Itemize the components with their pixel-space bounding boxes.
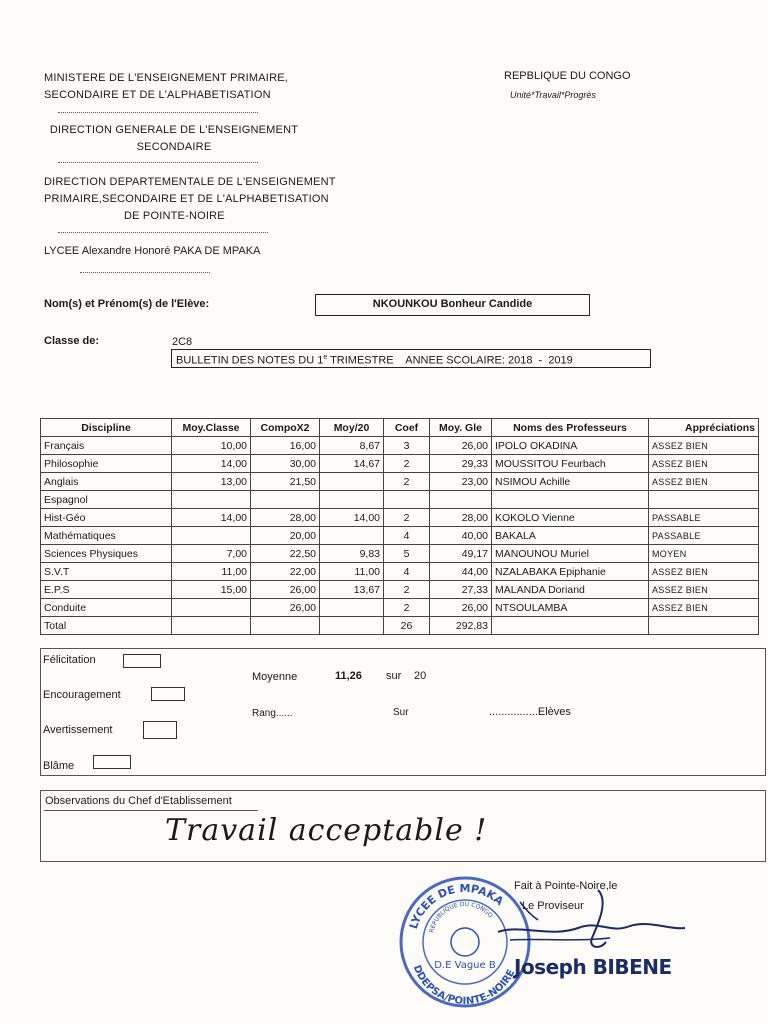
cell-appreciation: ASSEZ BIEN — [649, 581, 759, 599]
table-row — [41, 473, 759, 491]
cell-appreciation: ASSEZ BIEN — [649, 563, 759, 581]
moyenne-value: 11,26 — [335, 670, 362, 682]
cell-professeur: MALANDA Doriand — [492, 581, 649, 599]
cell-appreciation — [649, 617, 759, 635]
cell-moy-classe — [172, 527, 251, 545]
cell-appreciation: ASSEZ BIEN — [649, 599, 759, 617]
blame-label: Blâme — [43, 760, 75, 772]
bulletin-title-sup: e — [323, 354, 328, 361]
stamp-inner-text: REPUBLIQUE DU CONGO — [428, 900, 494, 934]
cell-moy-gle: 292,83 — [430, 617, 492, 635]
cell-professeur — [492, 617, 649, 635]
cell-discipline: Sciences Physiques — [41, 545, 172, 563]
eleves-label: ................Elèves — [489, 706, 571, 718]
cell-moy-gle: 29,33 — [430, 455, 492, 473]
cell-coef: 26 — [384, 617, 430, 635]
cell-compo — [251, 617, 320, 635]
student-name: NKOUNKOU Bonheur Candide — [372, 298, 533, 310]
dg-line-2: SECONDAIRE — [136, 141, 212, 153]
col-header-discipline: Discipline — [41, 419, 172, 437]
separator — [58, 112, 258, 114]
cell-professeur: MOUSSITOU Feurbach — [492, 455, 649, 473]
cell-moy-classe: 10,00 — [172, 437, 251, 455]
direction-generale-block — [44, 122, 304, 156]
stamp-bottom-text: DDEPSA/POINTE-NOIRE — [410, 963, 518, 1008]
cell-moy-gle: 26,00 — [430, 437, 492, 455]
cell-professeur: BAKALA — [492, 527, 649, 545]
cell-moy-classe — [172, 617, 251, 635]
col-header-professeurs: Noms des Professeurs — [492, 419, 649, 437]
cell-moy-classe — [172, 599, 251, 617]
cell-compo: 26,00 — [251, 599, 320, 617]
cell-coef — [384, 491, 430, 509]
separator — [58, 162, 258, 164]
cell-compo: 16,00 — [251, 437, 320, 455]
table-row — [41, 581, 759, 599]
cell-moy20 — [320, 599, 384, 617]
cell-moy20: 8,67 — [320, 437, 384, 455]
ministry-line-1: MINISTERE DE L'ENSEIGNEMENT PRIMAIRE, — [44, 72, 289, 84]
col-header-appreciations: Appréciations — [649, 419, 759, 437]
stamp-center-text: D.E Vague B — [434, 960, 496, 971]
ministry-line-2: SECONDAIRE ET DE L'ALPHABETISATION — [44, 89, 271, 101]
cell-appreciation: PASSABLE — [649, 509, 759, 527]
cell-compo: 22,00 — [251, 563, 320, 581]
student-name-label: Nom(s) et Prénom(s) de l'Elève: — [44, 298, 210, 310]
grades-table — [40, 418, 759, 635]
cell-appreciation: PASSABLE — [649, 527, 759, 545]
moyenne-label: Moyenne — [252, 671, 298, 683]
separator — [58, 232, 268, 234]
cell-moy20: 13,67 — [320, 581, 384, 599]
col-header-moy-classe: Moy.Classe — [172, 419, 251, 437]
stamp-emblem-icon — [451, 928, 479, 956]
table-row — [41, 455, 759, 473]
cell-moy-gle: 26,00 — [430, 599, 492, 617]
cell-moy20: 14,00 — [320, 509, 384, 527]
cell-moy-gle: 23,00 — [430, 473, 492, 491]
cell-appreciation: ASSEZ BIEN — [649, 437, 759, 455]
grades-body — [41, 437, 759, 635]
felicitation-label: Félicitation — [43, 654, 96, 666]
student-name-box — [315, 294, 590, 316]
school-name: LYCEE Alexandre Honoré PAKA DE MPAKA — [44, 245, 261, 257]
avertissement-label: Avertissement — [43, 724, 113, 736]
table-row — [41, 599, 759, 617]
proviseur-label: Le Proviseur — [522, 900, 584, 912]
cell-moy20 — [320, 473, 384, 491]
cell-compo: 20,00 — [251, 527, 320, 545]
cell-moy-gle: 28,00 — [430, 509, 492, 527]
sur-value: 20 — [414, 670, 427, 682]
cell-moy20: 9,83 — [320, 545, 384, 563]
table-row — [41, 509, 759, 527]
place-date-label: Fait à Pointe-Noire,le — [514, 880, 618, 892]
handwritten-signature — [480, 880, 690, 960]
cell-coef: 2 — [384, 599, 430, 617]
dd-line-2: PRIMAIRE,SECONDAIRE ET DE L'ALPHABETISATION — [44, 193, 329, 205]
motto: Unité*Travail*Progrès — [510, 90, 596, 100]
cell-moy-gle: 49,17 — [430, 545, 492, 563]
cell-professeur: MANOUNOU Muriel — [492, 545, 649, 563]
cell-professeur — [492, 491, 649, 509]
encouragement-checkbox[interactable] — [151, 687, 185, 701]
cell-discipline: S.V.T — [41, 563, 172, 581]
cell-moy20: 14,67 — [320, 455, 384, 473]
cell-coef: 3 — [384, 437, 430, 455]
table-header-row — [41, 419, 759, 437]
cell-discipline: Hist-Géo — [41, 509, 172, 527]
cell-discipline: Philosophie — [41, 455, 172, 473]
col-header-compo: CompoX2 — [251, 419, 320, 437]
cell-professeur: KOKOLO Vienne — [492, 509, 649, 527]
cell-moy-classe: 14,00 — [172, 509, 251, 527]
cell-compo: 21,50 — [251, 473, 320, 491]
bulletin-title-suffix: TRIMESTRE ANNEE SCOLAIRE: 2018 - 2019 — [327, 354, 573, 367]
observations-label-underline — [44, 810, 258, 811]
cell-professeur: IPOLO OKADINA — [492, 437, 649, 455]
cell-coef: 2 — [384, 581, 430, 599]
summary-panel — [40, 648, 766, 776]
observations-handwritten-text: Travail acceptable ! — [165, 813, 488, 848]
blame-checkbox[interactable] — [93, 755, 131, 769]
observations-label: Observations du Chef d'Etablissement — [45, 795, 232, 807]
cell-coef: 2 — [384, 455, 430, 473]
cell-coef: 4 — [384, 563, 430, 581]
sur2-label: Sur — [393, 707, 409, 718]
cell-moy-classe: 7,00 — [172, 545, 251, 563]
cell-appreciation: ASSEZ BIEN — [649, 473, 759, 491]
cell-compo: 26,00 — [251, 581, 320, 599]
stamp-top-text: LYCEE DE MPAKA — [406, 882, 506, 931]
table-row — [41, 617, 759, 635]
col-header-moy20: Moy/20 — [320, 419, 384, 437]
cell-discipline: Anglais — [41, 473, 172, 491]
cell-professeur: NZALABAKA Epiphanie — [492, 563, 649, 581]
cell-moy-classe: 14,00 — [172, 455, 251, 473]
cell-moy-classe: 13,00 — [172, 473, 251, 491]
cell-moy-gle: 27,33 — [430, 581, 492, 599]
cell-coef: 2 — [384, 473, 430, 491]
cell-discipline: Total — [41, 617, 172, 635]
cell-appreciation: MOYEN — [649, 545, 759, 563]
cell-coef: 4 — [384, 527, 430, 545]
table-row — [41, 545, 759, 563]
cell-moy-classe: 15,00 — [172, 581, 251, 599]
cell-moy-gle — [430, 491, 492, 509]
cell-discipline: E.P.S — [41, 581, 172, 599]
cell-coef: 5 — [384, 545, 430, 563]
class-label: Classe de: — [44, 335, 100, 347]
direction-departementale-block — [44, 174, 336, 225]
table-row — [41, 437, 759, 455]
cell-discipline: Conduite — [41, 599, 172, 617]
avertissement-checkbox[interactable] — [143, 721, 177, 739]
table-row — [41, 491, 759, 509]
dd-line-1: DIRECTION DEPARTEMENTALE DE L'ENSEIGNEMENT — [44, 176, 336, 188]
cell-discipline: Espagnol — [41, 491, 172, 509]
rang-label: Rang...... — [252, 708, 293, 719]
cell-discipline: Français — [41, 437, 172, 455]
sur-label: sur — [386, 670, 402, 682]
cell-compo: 22,50 — [251, 545, 320, 563]
cell-moy20: 11,00 — [320, 563, 384, 581]
cell-appreciation — [649, 491, 759, 509]
col-header-coef: Coef — [384, 419, 430, 437]
cell-professeur: NSIMOU Achille — [492, 473, 649, 491]
felicitation-checkbox[interactable] — [123, 654, 161, 668]
dg-line-1: DIRECTION GENERALE DE L'ENSEIGNEMENT — [49, 124, 299, 136]
ministry-block — [44, 70, 288, 104]
cell-moy20 — [320, 527, 384, 545]
cell-compo — [251, 491, 320, 509]
principal-name: Joseph BIBENE — [514, 955, 672, 979]
bulletin-title — [171, 349, 651, 368]
cell-moy-gle: 40,00 — [430, 527, 492, 545]
dd-line-3: DE POINTE-NOIRE — [124, 210, 225, 222]
cell-moy20 — [320, 491, 384, 509]
class-value: 2C8 — [172, 336, 193, 348]
encouragement-label: Encouragement — [43, 689, 121, 701]
observations-panel — [40, 790, 766, 862]
cell-moy-classe — [172, 491, 251, 509]
cell-moy20 — [320, 617, 384, 635]
separator — [80, 272, 210, 274]
cell-professeur: NTSOULAMBA — [492, 599, 649, 617]
cell-discipline: Mathématiques — [41, 527, 172, 545]
table-row — [41, 527, 759, 545]
cell-appreciation: ASSEZ BIEN — [649, 455, 759, 473]
cell-compo: 28,00 — [251, 509, 320, 527]
cell-coef: 2 — [384, 509, 430, 527]
bulletin-title-prefix: BULLETIN DES NOTES DU 1 — [176, 354, 324, 367]
republic-title: REPBLIQUE DU CONGO — [504, 70, 631, 82]
col-header-moy-gle: Moy. Gle — [430, 419, 492, 437]
cell-compo: 30,00 — [251, 455, 320, 473]
cell-moy-gle: 44,00 — [430, 563, 492, 581]
table-row — [41, 563, 759, 581]
cell-moy-classe: 11,00 — [172, 563, 251, 581]
